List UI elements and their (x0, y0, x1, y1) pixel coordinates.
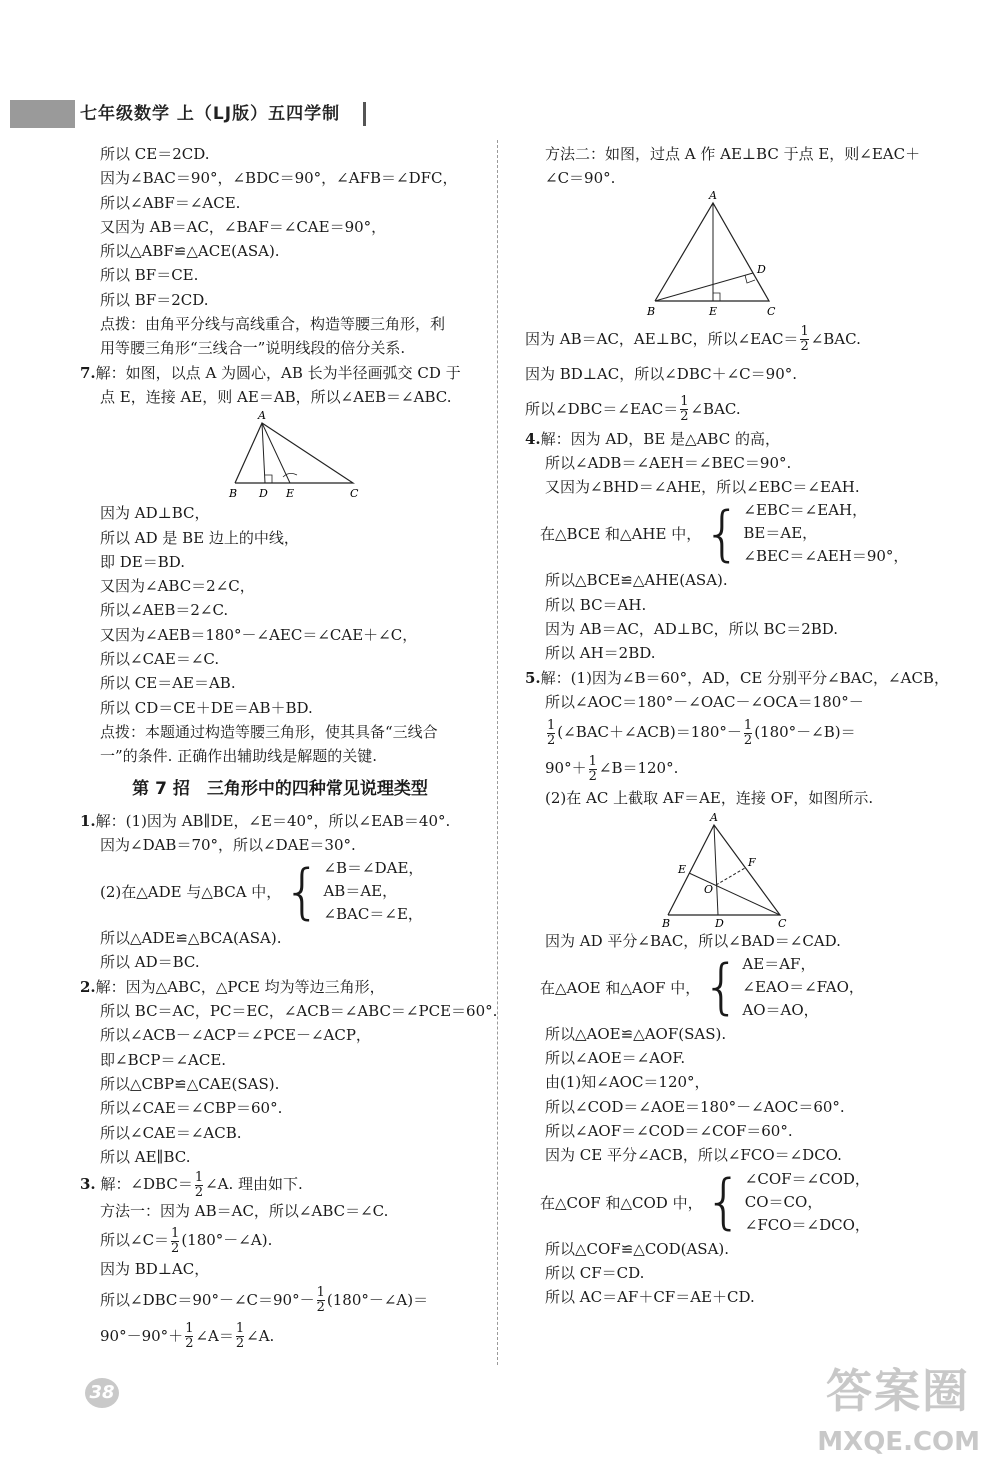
line-text: 又因为 AB＝AC，∠BAF＝∠CAE＝90°， (100, 217, 387, 236)
line-text: 由(1)知∠AOC＝120°， (545, 1073, 710, 1092)
label-A: A (710, 810, 718, 824)
line-text: 解：因为 AD，BE 是△ABC 的高， (540, 429, 780, 448)
right-block-1 (525, 142, 920, 191)
q4-system (525, 499, 920, 568)
right-block-5 (525, 929, 920, 953)
page-header-title: 七年级数学 上（LJ版）五四学制 (80, 104, 341, 124)
label-B: B (229, 487, 238, 501)
text-line (525, 1022, 920, 1046)
text-line (80, 1023, 480, 1047)
line-text: 解：(1)因为 AB∥DE，∠E＝40°，所以∠EAB＝40°. (95, 811, 451, 830)
line-text: 所以 BC＝AH. (545, 595, 647, 614)
fraction-half: $\frac{1}{2}$ (743, 717, 753, 748)
system-line: AO＝AO， (742, 1000, 819, 1019)
q3-line6a: 90°－90°＋ (100, 1326, 184, 1345)
line-text: 所以∠AOC＝180°－∠OAC－∠OCA＝180°－ (545, 692, 864, 711)
line-text: 所以 BF＝2CD. (100, 290, 209, 309)
text-line (525, 451, 920, 475)
question-number: 4. (525, 429, 541, 448)
text-line (525, 690, 920, 714)
line-text: 所以 AC＝AF＋CF＝AE＋CD. (545, 1288, 755, 1307)
line-text: 又因为∠BHD＝∠AHE，所以∠EBC＝∠EAH. (545, 478, 860, 497)
text-line (80, 336, 480, 360)
triangle-diagram-q7 (225, 409, 365, 501)
line-text: 所以 AD 是 BE 边上的中线， (100, 528, 299, 547)
label-F: F (748, 855, 756, 869)
q1-system (80, 857, 480, 926)
figure-q7 (225, 409, 480, 501)
text-line (80, 1121, 480, 1145)
label-A: A (258, 409, 266, 423)
q3-line1a: 解：∠DBC＝ (100, 1175, 193, 1194)
question-number: 5. (525, 668, 541, 687)
line-text: 所以 CD＝CE＋DE＝AB＋BD. (100, 698, 313, 717)
text-line (80, 950, 480, 974)
q1-system-lead: (2)在△ADE 与△BCA 中， (100, 883, 282, 902)
right-line-frac2 (525, 391, 920, 427)
q3-line3b: (180°－∠A). (181, 1231, 273, 1250)
label-B: B (647, 304, 656, 318)
text-line (525, 475, 920, 499)
left-block-3 (80, 809, 480, 858)
q3-line1b: ∠A. 理由如下. (205, 1175, 303, 1194)
section-title: 第 7 招 三角形中的四种常见说理类型 (132, 778, 428, 799)
line-text: 所以 CE＝AE＝AB. (100, 674, 236, 693)
line-text: 所以∠CAE＝∠C. (100, 650, 220, 669)
line-text: 所以 BF＝CE. (100, 266, 199, 285)
line-text: 所以△ADE≌△BCA(ASA). (100, 929, 282, 948)
line-text: 因为 AD 平分∠BAC，所以∠BAD＝∠CAD. (545, 931, 841, 950)
text-line (525, 666, 949, 690)
text-part: 所以∠DBC＝∠EAC＝ (525, 399, 679, 418)
right-column (525, 142, 949, 1310)
text-line (525, 1119, 920, 1143)
line-text: 因为∠BAC＝90°，∠BDC＝90°，∠AFB＝∠DFC， (100, 169, 458, 188)
line-text: 即∠BCP＝∠ACE. (100, 1050, 227, 1069)
watermark-logo-text: 答案圈 (826, 1364, 970, 1418)
label-E: E (286, 487, 295, 501)
text-line (525, 641, 920, 665)
text-part: 因为 AB＝AC，AE⊥BC，所以∠EAC＝ (525, 329, 799, 348)
text-line (525, 568, 920, 592)
line-text: 所以 AE∥BC. (100, 1147, 191, 1166)
text-line (80, 999, 498, 1023)
text-line (80, 361, 480, 385)
q5-system-2 (525, 1168, 920, 1237)
watermark-url: MXQE.COM (817, 1427, 980, 1457)
line-text: 所以 BC＝AC，PC＝EC，∠ACB＝∠ABC＝∠PCE＝60°. (100, 1002, 498, 1021)
line-text: 解：(1)因为∠B＝60°，AD，CE 分别平分∠BAC，∠ACB， (540, 668, 949, 687)
line-text: 方法二：如图，过点 A 作 AE⊥BC 于点 E，则∠EAC＋ (545, 145, 921, 163)
text-line (80, 191, 480, 215)
q3-line5b: (180°－∠A)＝ (326, 1290, 429, 1309)
left-block-1 (80, 142, 480, 409)
question-number: 1. (80, 811, 96, 830)
label-E: E (678, 862, 687, 876)
text-line (80, 744, 480, 768)
text-line (525, 142, 920, 166)
text-line (80, 239, 480, 263)
label-B: B (662, 916, 671, 929)
line-text: 解：因为△ABC，△PCE 均为等边三角形， (95, 977, 385, 996)
triangle-diagram-q3 (645, 191, 785, 321)
q3-line2: 方法一：因为 AB＝AC，所以∠ABC＝∠C. (100, 1202, 389, 1221)
text-line (80, 166, 480, 190)
q3-line5a: 所以∠DBC＝90°－∠C＝90°－ (100, 1290, 315, 1309)
line-text: 一”的条件. 正确作出辅助线是解题的关键. (100, 747, 377, 766)
text-line (80, 501, 480, 525)
q3-line4: 因为 BD⊥AC， (100, 1260, 210, 1279)
line-text: 所以∠COD＝∠AOE＝180°－∠AOC＝60°. (545, 1097, 845, 1116)
text-line (80, 1145, 480, 1169)
line-text: 所以 AD＝BC. (100, 953, 200, 972)
system-line: ∠B＝∠DAE， (323, 859, 424, 878)
q5-system-1 (525, 953, 920, 1022)
line-text: 所以 CF＝CD. (545, 1263, 645, 1282)
line-text: 又因为∠AEB＝180°－∠AEC＝∠CAE＋∠C， (100, 625, 418, 644)
line-text: 所以△BCE≌△AHE(ASA). (545, 571, 728, 590)
text-line (80, 720, 480, 744)
q5-system1-lead: 在△AOE 和△AOF 中， (540, 978, 701, 997)
line-text: 因为 CE 平分∠ACB，所以∠FCO＝∠DCO. (545, 1146, 842, 1165)
label-C: C (767, 304, 776, 318)
text-part: (∠BAC＋∠ACB)＝180°－ (557, 723, 742, 742)
fraction-half: $\frac{1}{2}$ (547, 717, 556, 748)
q3-line6c: ∠A. (246, 1326, 275, 1345)
line-text: 因为 AD⊥BC， (100, 504, 210, 523)
fraction-half: $\frac{1}{2}$ (680, 394, 689, 425)
q4-system-lines (743, 499, 908, 568)
text-line (80, 526, 480, 550)
text-part: ∠B＝120°. (598, 759, 679, 778)
label-A: A (709, 190, 717, 202)
label-C: C (350, 487, 359, 501)
system-line: ∠EAO＝∠FAO， (742, 977, 864, 996)
label-D: D (259, 487, 268, 501)
text-line (525, 929, 920, 953)
page-number: 38 (85, 1378, 119, 1408)
line-text: 所以 CE＝2CD. (100, 145, 210, 163)
label-E: E (709, 304, 718, 318)
system-line: ∠FCO＝∠DCO， (744, 1215, 870, 1234)
text-line (525, 1095, 920, 1119)
line-text: 解：如图，以点 A 为圆心，AB 长为半径画弧交 CD 于 (95, 363, 461, 382)
brace-icon: { (704, 1167, 743, 1238)
text-line (80, 312, 480, 336)
text-line (525, 1237, 920, 1261)
system-line: AE＝AF， (742, 954, 816, 973)
line-text: 所以△ABF≌△ACE(ASA). (100, 242, 280, 261)
q5-line-frac1 (525, 714, 920, 750)
right-block-4 (525, 568, 949, 714)
q5-system2-lead: 在△COF 和△COD 中， (540, 1193, 703, 1212)
system-line: CO＝CO， (744, 1192, 823, 1211)
line-text: 所以∠AOE＝∠AOF. (545, 1049, 686, 1068)
system-line: ∠BEC＝∠AEH＝90°， (743, 547, 909, 566)
right-line-frac1 (525, 321, 920, 357)
text-line (80, 550, 480, 574)
text-part: (180°－∠B)＝ (754, 723, 856, 742)
q3-line3a: 所以∠C＝ (100, 1231, 170, 1250)
right-block-6 (525, 1022, 920, 1168)
line-text: 所以△CBP≌△CAE(SAS). (100, 1074, 280, 1093)
line-text: 用等腰三角形“三线合一”说明线段的倍分关系. (100, 339, 406, 358)
text-part: ∠BAC. (690, 399, 741, 418)
text-line (80, 215, 480, 239)
left-block-4 (80, 926, 498, 1169)
line-text: 所以 AH＝2BD. (545, 644, 656, 663)
line-text: 所以∠ACB－∠ACP＝∠PCE－∠ACP， (100, 1026, 371, 1045)
text-line (525, 1046, 920, 1070)
text-line (80, 598, 480, 622)
line-text: 点 E，连接 AE，则 AE＝AB，所以∠AEB＝∠ABC. (100, 387, 452, 406)
text-line (80, 926, 480, 950)
text-line (525, 1143, 920, 1167)
q4-system-lead: 在△BCE 和△AHE 中， (540, 525, 702, 544)
fraction-half: $\frac{1}{2}$ (194, 1169, 204, 1200)
label-D: D (757, 262, 766, 276)
line-text: 点拨：本题通过构造等腰三角形，使其具备“三线合 (100, 722, 438, 741)
label-O: O (704, 882, 714, 896)
text-part: 90°＋ (545, 759, 587, 778)
label-D: D (715, 916, 724, 929)
system-line: ∠EBC＝∠EAH， (743, 501, 868, 520)
brace-icon: { (703, 498, 742, 569)
system-line: ∠COF＝∠COD， (744, 1169, 870, 1188)
line-text: 所以∠CAE＝∠ACB. (100, 1123, 242, 1142)
text-line (80, 975, 480, 999)
system-line: BE＝AE， (743, 524, 818, 543)
triangle-diagram-q5 (660, 811, 800, 929)
line-text: 因为 AB＝AC，AD⊥BC，所以 BC＝2BD. (545, 620, 839, 639)
text-line (525, 166, 920, 190)
line-text: 所以△COF≌△COD(ASA). (545, 1239, 730, 1258)
system-line: ∠BAC＝∠E， (323, 905, 423, 924)
question-number: 2. (80, 977, 96, 996)
text-line (525, 1070, 920, 1094)
text-line (525, 427, 920, 451)
text-line (525, 1285, 920, 1309)
fraction-half: $\frac{1}{2}$ (171, 1225, 180, 1256)
line-text: 所以∠ABF＝∠ACE. (100, 193, 241, 212)
text-line (525, 617, 920, 641)
text-line (80, 574, 480, 598)
figure-q3-method2 (645, 191, 920, 321)
q3-line6b: ∠A＝ (195, 1326, 234, 1345)
line-text: 所以△AOE≌△AOF(SAS). (545, 1024, 727, 1043)
fraction-half: $\frac{1}{2}$ (185, 1321, 194, 1352)
column-divider (497, 140, 498, 1365)
text-line (80, 288, 480, 312)
q3-block (80, 1169, 480, 1354)
line-text: 因为∠DAB＝70°，所以∠DAE＝30°. (100, 835, 356, 854)
fraction-half: $\frac{1}{2}$ (316, 1285, 325, 1316)
line-text: 又因为∠ABC＝2∠C， (100, 577, 255, 596)
header-divider (363, 102, 366, 126)
q5-system1-lines (742, 953, 863, 1022)
brace-icon: { (702, 952, 741, 1023)
text-line (80, 1072, 480, 1096)
right-line-2: 因为 BD⊥AC，所以∠DBC＋∠C＝90°. (525, 364, 798, 383)
brace-icon: { (283, 856, 322, 927)
left-column (80, 142, 498, 1354)
q5-line3: (2)在 AC 上截取 AF＝AE，连接 OF，如图所示. (545, 789, 874, 808)
text-line (80, 696, 480, 720)
text-line (80, 1048, 480, 1072)
q5-line-frac2 (525, 750, 920, 786)
line-text: 所以∠ADB＝∠AEH＝∠BEC＝90°. (545, 453, 792, 472)
text-line (80, 385, 480, 409)
right-block-3 (525, 427, 920, 500)
text-line (80, 809, 480, 833)
question-number: 3. (80, 1175, 96, 1194)
text-line (80, 671, 480, 695)
left-block-2 (80, 501, 480, 768)
line-text: 所以∠CAE＝∠CBP＝60°. (100, 1099, 283, 1118)
text-line (80, 833, 480, 857)
line-text: 所以∠AOF＝∠COD＝∠COF＝60°. (545, 1122, 793, 1141)
text-line (525, 1261, 920, 1285)
system-line: AB＝AE， (323, 882, 398, 901)
line-text: 点拨：由角平分线与高线重合，构造等腰三角形，利 (100, 315, 446, 334)
line-text: ∠C＝90°. (545, 169, 616, 188)
text-line (80, 142, 480, 166)
fraction-half: $\frac{1}{2}$ (800, 324, 809, 355)
line-text: 即 DE＝BD. (100, 552, 186, 571)
text-line (80, 647, 480, 671)
q1-system-lines (323, 857, 423, 926)
figure-q5 (660, 811, 920, 929)
label-C: C (778, 916, 787, 929)
text-line (80, 263, 480, 287)
text-line (525, 593, 920, 617)
header-bar (10, 100, 75, 128)
right-block-7 (525, 1237, 920, 1310)
line-text: 所以∠AEB＝2∠C. (100, 601, 229, 620)
q5-system2-lines (745, 1168, 870, 1237)
question-number: 7. (80, 363, 96, 382)
text-line (80, 1096, 480, 1120)
text-part: ∠BAC. (810, 329, 861, 348)
fraction-half: $\frac{1}{2}$ (235, 1321, 245, 1352)
text-line (80, 623, 480, 647)
fraction-half: $\frac{1}{2}$ (588, 753, 597, 784)
